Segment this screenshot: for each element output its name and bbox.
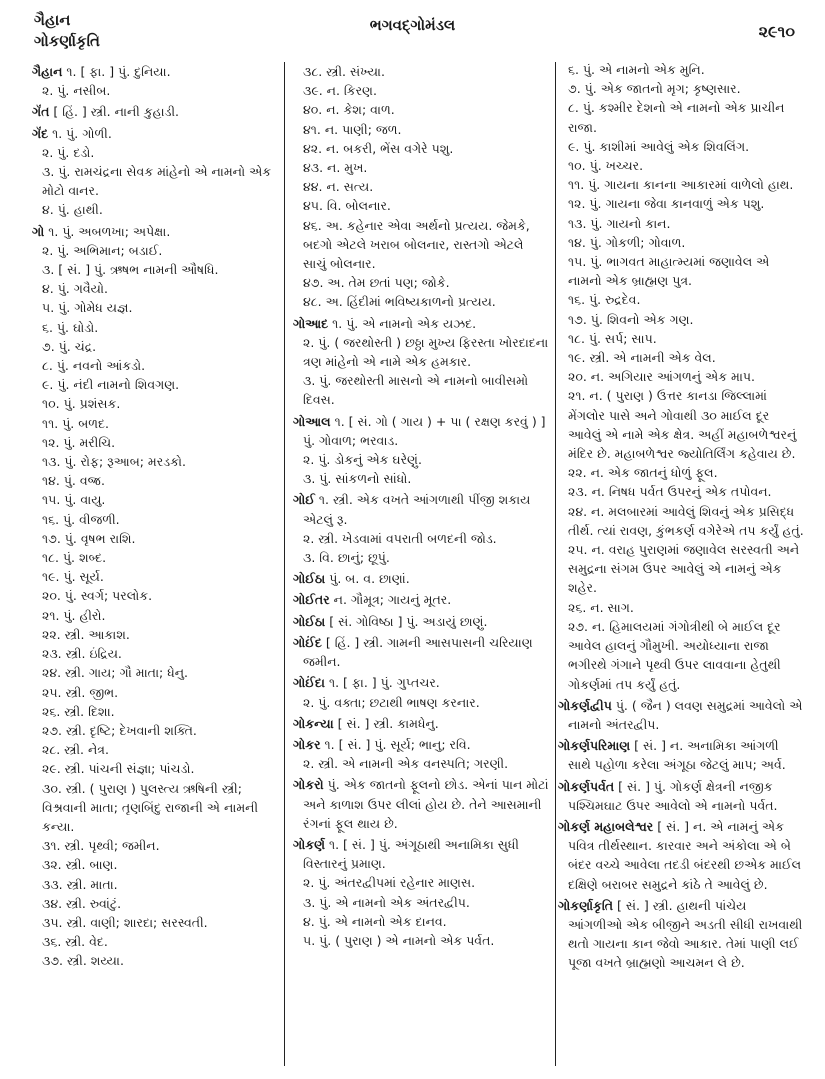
dictionary-entry — [32, 222, 274, 241]
definition-text: ૧૩. પું. ગાયનો કાન. — [568, 215, 671, 231]
dictionary-entry — [293, 569, 549, 588]
entry-sense — [558, 175, 804, 194]
dictionary-entry — [293, 835, 549, 873]
entry-sense — [32, 548, 274, 567]
entry-sense — [32, 394, 274, 413]
definition-text: ૪૭. અ. તેમ છતાં પણ; જોકે. — [303, 275, 450, 291]
entry-sense — [32, 683, 274, 702]
entry-sense — [32, 644, 274, 663]
entry-sense — [32, 913, 274, 932]
entry-sense — [32, 414, 274, 433]
dictionary-entry — [558, 896, 804, 973]
entry-sense — [558, 233, 804, 252]
dictionary-entry — [558, 736, 804, 774]
dictionary-entry — [32, 102, 274, 121]
definition-text: ૨૯. સ્ત્રી. પાંચની સંજ્ઞા; પાંચડો. — [42, 761, 195, 777]
headword: ગોઈતર — [293, 592, 330, 608]
dictionary-entry — [293, 314, 549, 333]
entry-sense — [32, 567, 274, 586]
headword: ગૈહાન — [32, 64, 63, 79]
definition-text: [ હિં. ] સ્ત્રી. ગામની આસપાસની ચરિયાણ જમીન. — [303, 634, 533, 670]
definition-text: ૮. પું. નવનો આંકડો. — [42, 358, 146, 374]
definition-text: પું. ( જૈન ) લવણ સમુદ્રમાં આવેલો એ નામનો અંતરદ્વીપ. — [568, 697, 803, 732]
definition-text: ૧. પું. ગોળી. — [52, 125, 112, 141]
dictionary-entry — [32, 62, 274, 81]
entry-sense — [32, 241, 274, 260]
headword: ગોકર — [293, 736, 321, 752]
dictionary-entry — [293, 412, 549, 450]
headword: ગોઈઠા — [293, 571, 326, 587]
definition-text: [ સં. ] પું. ગોકર્ણ ક્ષેત્રની નજીક પશ્ચિમઘાટ ઉપર આવેલો એ નામનો પર્વત. — [568, 778, 778, 813]
entry-sense — [293, 139, 549, 158]
definition-text: ૧૩. પું. રોફ; રૂઆબ; મરડકો. — [42, 454, 186, 470]
definition-text: ૧૨. પું. ગાયના જેવા કાનવાળું એક પશુ. — [568, 196, 765, 212]
definition-text: ૩. વિ. છાનું; છૂપું. — [303, 550, 390, 566]
definition-text: ૭. પું. એક જાતનો મૃગ; કૃષ્ણસાર. — [568, 81, 741, 97]
entry-sense — [32, 625, 274, 644]
entry-sense — [293, 893, 549, 912]
entry-sense — [558, 367, 804, 386]
definition-text: [ સં. ] ન. એ નામનું એક પવિત્ર તીર્થસ્થાન. કારવાર અને અંકોલા એ બે બંદર વચ્ચે આવેલા તદડી બંદરથી છએક માઈલ દક્ષિણે બરાબર સમુદ્રને કાંઠે તે આવેલું છે. — [568, 818, 802, 892]
entry-sense — [558, 348, 804, 367]
page-number: ૨૯૧૦ — [758, 22, 795, 41]
definition-text: ૨. સ્ત્રી. એ નામની એક વનસ્પતિ; ગરણી. — [303, 756, 509, 772]
dictionary-entry — [293, 775, 549, 833]
entry-sense — [293, 292, 549, 311]
entry-sense — [558, 137, 804, 156]
column-2 — [284, 62, 556, 1066]
definition-text: ૧૭. પું. શિવનો એક ગણ. — [568, 311, 694, 327]
definition-text: ૨. પું. ડોકનું એક ઘરેણું. — [303, 452, 422, 468]
definition-text: ૪૦. ન. કેશ; વાળ. — [303, 102, 395, 118]
headword: ગોકર્ણપરિમાણ — [558, 738, 631, 754]
dictionary-entry — [293, 673, 549, 692]
entry-sense — [558, 463, 804, 482]
definition-text: ૨૩. સ્ત્રી. ઇંદ્રિય. — [42, 646, 122, 662]
headword: ગોઈ — [293, 492, 315, 508]
definition-text: ૧૬. પું. રુદ્રદેવ. — [568, 292, 641, 308]
definition-text: ૨૮. સ્ત્રી. નેત્ર. — [42, 742, 109, 758]
definition-text: ૪૮. અ. હિંદીમાં ભવિષ્યકાળનો પ્રત્યય. — [303, 294, 496, 310]
entry-sense — [32, 356, 274, 375]
headword: ગોઆદ — [293, 315, 329, 331]
definition-text: ૧૪. પું. ગોકળી; ગોવાળ. — [568, 234, 686, 250]
definition-text: ૧૮. પું. શબ્દ. — [42, 550, 107, 566]
entry-sense — [293, 693, 549, 712]
headword: ગો — [32, 223, 45, 239]
entry-sense — [558, 60, 804, 79]
definition-text: ૪૨. ન. બકરી, ભેંસ વગેરે પશુ. — [303, 140, 454, 156]
definition-text: ૧. સ્ત્રી. એક વખતે આંગળાથી પીંજી શકાય એટલું રૂ. — [303, 492, 531, 527]
entry-sense — [558, 156, 804, 175]
definition-text: ૨૧. ન. ( પુરાણ ) ઉત્તર કાનડા જિલ્લામાં મેંગલોર પાસે અને ગોવાથી ૩૦ માઈલ દૂર આવેલું એ નામે એક ક્ષેત્ર. અહીં મહાબળેશ્વરનું મંદિર છે. મહાબળેશ્વર જ્યોતિર્લિંગ કહેવાય છે. — [568, 388, 797, 462]
headword: ગોકર્ણદ્વીપ — [558, 697, 612, 713]
entry-sense — [32, 298, 274, 317]
entry-sense — [32, 759, 274, 778]
definition-text: ૨. પું. વક્તા; છટાથી ભાષણ કરનાર. — [303, 694, 480, 710]
entry-sense — [32, 529, 274, 548]
definition-text: ૨૫. સ્ત્રી. જીભ. — [42, 684, 119, 700]
entry-sense — [32, 779, 274, 837]
headword: ગોઈઠા — [293, 613, 326, 629]
entry-sense — [558, 310, 804, 329]
definition-text: ૩. પું. જરથોસ્તી માસનો એ નામનો બાવીસમો દિવસ. — [303, 373, 529, 408]
entry-sense — [293, 371, 549, 409]
definition-text: ૨૧. પું. હીરો. — [42, 607, 106, 623]
definition-text: ૩૪. સ્ત્રી. રુવાંટું. — [42, 895, 122, 911]
entry-sense — [293, 873, 549, 892]
definition-text: ૧. [ ફા. ] પું. ગુપ્તચર. — [328, 675, 440, 691]
entry-sense — [32, 855, 274, 874]
definition-text: ૨૦. પું. સ્વર્ગ; પરલોક. — [42, 588, 153, 604]
definition-text: ૫. પું. ગોમેધ યજ્ઞ. — [42, 300, 133, 316]
entry-sense — [32, 260, 274, 279]
headword: ગોઆલ — [293, 413, 331, 429]
entry-sense — [293, 450, 549, 469]
dictionary-entry — [293, 612, 549, 631]
headword: ગોકર્ણ — [293, 836, 325, 852]
entry-sense — [32, 200, 274, 219]
definition-text: ૨૩. ન. નિષધ પર્વત ઉપરનું એક તપોવન. — [568, 484, 772, 500]
definition-text: ૨૫. ન. વરાહ પુરાણમાં જણાવેલ સરસ્વતી અને સમુદ્રના સંગમ ઉપર આવેલું એ નામનું એક શહેર. — [568, 542, 800, 596]
entry-sense — [32, 490, 274, 509]
entry-sense — [32, 702, 274, 721]
definition-text: ૩૧. સ્ત્રી. પૃથ્વી; જમીન. — [42, 838, 160, 854]
entry-sense — [32, 81, 274, 100]
entry-sense — [558, 502, 804, 540]
entry-sense — [293, 120, 549, 139]
entry-sense — [32, 162, 274, 200]
definition-text: ૭. પું. ચંદ્ર. — [42, 338, 97, 354]
definition-text: ૩૨. સ્ત્રી. બાણ. — [42, 857, 118, 873]
definition-text: ૪. પું. એ નામનો એક દાનવ. — [303, 913, 447, 929]
definition-text: ૨. પું. અભિમાન; બડાઈ. — [42, 242, 163, 258]
definition-text: [ સં. ] સ્ત્રી. કામધેનુ. — [337, 715, 439, 731]
definition-text: ૧૪. પું. વજ્ર. — [42, 473, 105, 489]
entry-sense — [32, 894, 274, 913]
dictionary-entry — [558, 817, 804, 894]
entry-sense — [558, 617, 804, 694]
headword: ગોકરો — [293, 777, 324, 793]
definition-text: ૯. પું. નંદી નામનો શિવગણ. — [42, 377, 180, 393]
entry-sense — [558, 540, 804, 598]
entry-sense — [558, 214, 804, 233]
definition-text: ૨૪. ન. મલબારમાં આવેલું શિવનું એક પ્રસિદ્ધ તીર્થ. ત્યાં રાવણ, કુંભકર્ણ વગેરેએ તપ કર્યું હતું. — [568, 503, 804, 538]
definition-text: ૨૭. સ્ત્રી. દૃષ્ટિ; દેખવાની શક્તિ. — [42, 722, 197, 738]
entry-sense — [32, 586, 274, 605]
entry-sense — [558, 386, 804, 463]
definition-text: પું. એક જાતનો ફૂલનો છોડ. એનાં પાન મોટાં અને કાળાશ ઉપર લીલાં હોય છે. તેને આસમાની રંગનાં ફૂલ થાય છે. — [303, 777, 549, 831]
guide-word-first: ગૈહાન — [34, 11, 71, 29]
definition-text: ૪. પું. હાથી. — [42, 202, 103, 218]
definition-text: ૧૫. પું. વાયુ. — [42, 492, 106, 508]
definition-text: ૨. પું. દડો. — [42, 144, 95, 160]
definition-text: ૨૬. સ્ત્રી. દિશા. — [42, 703, 115, 719]
entry-sense — [32, 452, 274, 471]
definition-text: ૧૭. પું. વૃષભ રાશિ. — [42, 530, 136, 546]
definition-text: ૮. પું. કશ્મીર દેશનો એ નામનો એક પ્રાચીન રાજા. — [568, 100, 785, 135]
entry-sense — [32, 721, 274, 740]
definition-text: ૩. પું. રામચંદ્રના સેવક માંહેનો એ નામનો એક મોટો વાનર. — [42, 164, 272, 199]
entry-sense — [32, 510, 274, 529]
entry-sense — [32, 606, 274, 625]
definition-text: ૨. પું. અંતરદ્વીપમાં રહેનાર માણસ. — [303, 875, 476, 891]
column-3 — [558, 60, 804, 973]
definition-text: ૪૧. ન. પાણી; જળ. — [303, 121, 402, 137]
headword: ગૅંત — [32, 104, 50, 120]
definition-text: ૧. [ સં. ] પું. સૂર્ય; ભાનુ; રવિ. — [324, 736, 471, 752]
entry-sense — [558, 252, 804, 290]
headword: ગોકર્ણપર્વત — [558, 778, 615, 794]
definition-text: [ સં. ] સ્ત્રી. હાથની પાંચેય આંગળીઓ એક બીજીને અડતી સીધી રાખવાથી થતો ગાયના કાન જેવો આકાર. તેમાં પાણી લઈ પૂજા વખતે બ્રાહ્મણો આચમન લે છે. — [568, 897, 803, 971]
definition-text: ૩૯. ન. કિરણ. — [303, 83, 377, 99]
entry-sense — [293, 158, 549, 177]
definition-text: [ સં. ] ન. અનામિકા આંગળી સાથે પહોળા કરેલા અંગૂઠા જેટલું માપ; અર્વ. — [568, 738, 786, 773]
entry-sense — [293, 100, 549, 119]
entry-sense — [558, 79, 804, 98]
entry-sense — [32, 471, 274, 490]
entry-sense — [32, 375, 274, 394]
definition-text: ૩૩. સ્ત્રી. માતા. — [42, 876, 118, 892]
definition-text: ૧૫. પું. ભાગવત માહાત્મ્યમાં જણાવેલ એ નામનો એક બ્રાહ્મણ પુત્ર. — [568, 254, 770, 289]
entry-sense — [293, 216, 549, 274]
definition-text: ૪૪. ન. સત્ય. — [303, 179, 374, 195]
definition-text: ૩. પું. એ નામનો એક અંતરદ્વીપ. — [303, 894, 470, 910]
definition-text: ૪. પું. ગવૈયો. — [42, 281, 109, 297]
definition-text: ૧૦. પું. પ્રશંસક. — [42, 396, 121, 412]
entry-sense — [558, 482, 804, 501]
entry-sense — [293, 754, 549, 773]
dictionary-entry — [558, 696, 804, 734]
dictionary-entry — [558, 777, 804, 815]
definition-text: ૧૧. પું. બળદ. — [42, 415, 110, 431]
definition-text: ૪૫. વિ. બોલનાર. — [303, 198, 391, 214]
definition-text: ૪૬. અ. કહેનાર એવા અર્થનો પ્રત્યય. જેમકે, બદગો એટલે ખરાબ બોલનાર, રાસ્તગો એટલે સાચું બોલનાર. — [303, 217, 530, 272]
definition-text: ૧૯. પું. સૂર્ય. — [42, 569, 104, 585]
definition-text: ૫. પું. ( પુરાણ ) એ નામનો એક પર્વત. — [303, 932, 495, 948]
entry-sense — [293, 196, 549, 215]
definition-text: ૨૦. ન. અગિયાર આંગળનું એક માપ. — [568, 369, 755, 385]
headword: ગોઈંદ — [293, 634, 322, 650]
dictionary-entry — [293, 490, 549, 528]
definition-text: ૬. પું. ઘોડો. — [42, 319, 99, 335]
dictionary-entry — [293, 590, 549, 609]
definition-text: ૨. પું. ( જરથોસ્તી ) છઠ્ઠા મુખ્ય ફિરસ્તા ખોરદાદના ત્રણ માંહેનો એ નામે એક હમકાર. — [303, 334, 549, 370]
entry-sense — [293, 62, 549, 81]
column-1 — [32, 60, 274, 971]
definition-text: ૬. પું. એ નામનો એક મુનિ. — [568, 62, 705, 77]
entry-sense — [32, 337, 274, 356]
definition-text: ૧૮. પું. સર્પ; સાપ. — [568, 330, 657, 346]
entry-sense — [293, 912, 549, 931]
headword: ગૅંદ — [32, 125, 49, 141]
dictionary-entry — [293, 735, 549, 754]
definition-text: ૨૪. સ્ત્રી. ગાય; ગૌ માતા; ધેનુ. — [42, 665, 188, 681]
entry-sense — [558, 329, 804, 348]
entry-sense — [32, 433, 274, 452]
definition-text: ૩૫. સ્ત્રી. વાણી; શારદા; સરસ્વતી. — [42, 914, 208, 930]
entry-sense — [32, 318, 274, 337]
definition-text: ૩૬. સ્ત્રી. વેદ. — [42, 934, 108, 950]
entry-sense — [32, 932, 274, 951]
entry-sense — [293, 548, 549, 567]
definition-text: [ સં. ગોવિષ્ઠા ] પું. અડાયું છાણું. — [329, 613, 488, 629]
dictionary-entry — [293, 714, 549, 733]
definition-text: ૨૭. ન. હિમાલયમાં ગંગોત્રીથી બે માઈલ દૂર આવેલ હાલનું ગૌમુખી. અયોધ્યાના રાજા ભગીરથે ગંગાને પૃથ્વી ઉપર લાવવાના હેતુથી ગોકર્ણમાં તપ કર્યું હતું. — [568, 618, 781, 692]
entry-sense — [558, 598, 804, 617]
entry-sense — [558, 98, 804, 136]
entry-sense — [558, 290, 804, 309]
entry-sense — [293, 931, 549, 950]
definition-text: ૩૦. સ્ત્રી. ( પુરાણ ) પુલસ્ત્ય ઋષિની સ્ત્રી; વિશ્રવાની માતા; તૃણબિંદુ રાજાની એ નામની કન્યા. — [42, 780, 259, 834]
entry-sense — [293, 177, 549, 196]
definition-text: ૧૦. પું. ખચ્ચર. — [568, 158, 644, 174]
book-title: ભગવદ્ગોમંડલ — [369, 16, 456, 34]
headword: ગોઈંદા — [293, 675, 325, 691]
entry-sense — [293, 273, 549, 292]
entry-sense — [32, 740, 274, 759]
dictionary-entry — [293, 633, 549, 671]
definition-text: [ હિં. ] સ્ત્રી. નાની કુહાડી. — [53, 104, 180, 120]
definition-text: ૧. [ સં. ] પું. અંગૂઠાથી અનામિકા સુધી વિસ્તારનું પ્રમાણ. — [303, 836, 519, 872]
definition-text: ૧. [ ફા. ] પું. દુનિયા. — [66, 64, 171, 79]
entry-sense — [293, 529, 549, 548]
guide-word-last: ગોકર્ણાકૃતિ — [34, 32, 100, 50]
headword: ગોકર્ણાકૃતિ — [558, 897, 613, 913]
definition-text: ૧૯. સ્ત્રી. એ નામની એક વેલ. — [568, 350, 716, 366]
entry-sense — [558, 194, 804, 213]
definition-text: ૩૭. સ્ત્રી. શય્યા. — [42, 953, 124, 969]
definition-text: ૯. પું. કાશીમાં આવેલું એક શિવલિંગ. — [568, 138, 750, 154]
definition-text: ૩. પું. સાંકળનો સાંધો. — [303, 471, 412, 487]
entry-sense — [32, 875, 274, 894]
headword: ગોકન્યા — [293, 715, 334, 731]
definition-text: ૧. પું. એ નામનો એક યઝદ. — [332, 315, 477, 331]
dictionary-entry — [32, 124, 274, 143]
definition-text: ૩૮. સ્ત્રી. સંખ્યા. — [303, 64, 385, 79]
entry-sense — [32, 836, 274, 855]
definition-text: ૧. પું. અબળખા; અપેક્ષા. — [48, 223, 171, 239]
definition-text: ૧. [ સં. ગો ( ગાય ) + પા ( રક્ષણ કરવું ) ] પું. ગોવાળ; ભરવાડ. — [303, 413, 546, 448]
definition-text: ૧૧. પું. ગાયના કાનના આકારમાં વાળેલો હાથ. — [568, 177, 794, 193]
definition-text: ૨. પું. નસીબ. — [42, 83, 111, 99]
entry-sense — [293, 81, 549, 100]
definition-text: ૧૬. પું. વીજળી. — [42, 511, 120, 527]
definition-text: ૨. સ્ત્રી. ખેડવામાં વપરાતી બળદની જોડ. — [303, 530, 497, 546]
definition-text: ૪૩. ન. મુખ. — [303, 160, 368, 176]
entry-sense — [293, 469, 549, 488]
headword: ગોકર્ણ મહાબલેશ્વર — [558, 818, 654, 834]
entry-sense — [32, 951, 274, 970]
definition-text: ૩. [ સં. ] પું. ઋષભ નામની ઔષધિ. — [42, 262, 219, 278]
definition-text: ૧૨. પું. મરીચિ. — [42, 434, 116, 450]
entry-sense — [32, 143, 274, 162]
definition-text: ૨૬. ન. સાગ. — [568, 599, 634, 615]
entry-sense — [32, 279, 274, 298]
entry-sense — [32, 663, 274, 682]
entry-sense — [293, 333, 549, 371]
definition-text: પું. બ. વ. છાણાં. — [329, 571, 410, 587]
definition-text: ૨૨. સ્ત્રી. આકાશ. — [42, 626, 130, 642]
definition-text: ૨૨. ન. એક જાતનું ધોળું ફૂલ. — [568, 465, 718, 481]
definition-text: ન. ગૌમૂત્ર; ગાયનું મૂતર. — [333, 592, 452, 608]
